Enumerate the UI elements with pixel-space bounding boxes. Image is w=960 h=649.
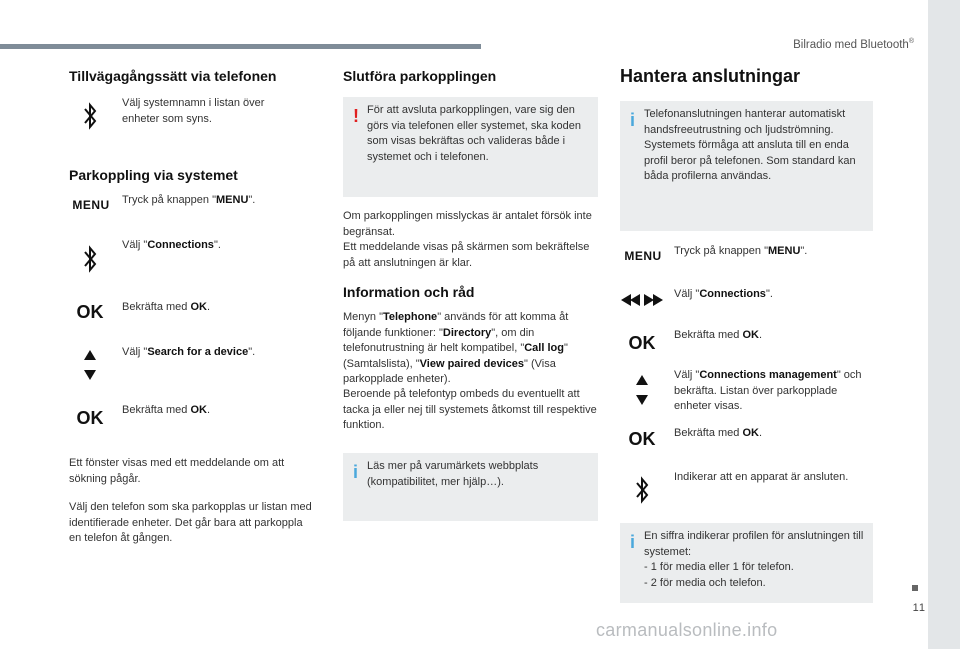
page-marker [912,585,918,591]
page-side-strip [928,0,960,649]
menu-button-icon: MENU [624,249,662,263]
info-icon: i [353,462,359,482]
step-device-connected: Indikerar att en apparat är ansluten. [674,471,849,483]
info-icon: i [630,110,636,130]
bluetooth-icon [78,100,102,132]
left-right-arrows-icon [620,290,664,310]
para-pairing-fail: Om parkopplingen misslyckas är antalet försök inte begränsat. [343,210,592,238]
step-select-search-device: Välj "Search for a device". [122,346,256,358]
page-header-title: Bilradio med Bluetooth® [793,38,914,51]
ok-button-icon: OK [76,407,104,428]
info-text-profiles: En siffra indikerar profilen för anslutningen till systemet: - 1 för media eller 1 för telefon. - 2 för media och telefon. [644,530,864,589]
step-press-menu: Tryck på knappen "MENU". [674,245,808,257]
top-accent-bar [0,44,481,49]
step-press-menu: Tryck på knappen "MENU". [122,194,256,206]
page-number: 11 [912,602,926,614]
menu-button-icon: MENU [72,198,110,212]
info-text-connections: Telefonanslutningen hanterar automatiskt handsfreeutrustning och ljudströmning. Systemets förmåga att ansluta till en enda profil beror på telefonen. Som standard kan båda profilerna användas. [644,108,856,182]
up-down-arrows-icon [80,348,100,382]
info-box [343,453,598,521]
bluetooth-icon [630,474,654,506]
step-select-connections: Välj "Connections". [674,288,773,300]
step-select-system-name: Välj systemnamn i listan över enheter som syns. [122,97,265,125]
step-confirm-ok-2: Bekräfta med OK. [674,427,763,439]
info-box-profiles [620,523,873,603]
warning-text: För att avsluta parkopplingen, vare sig den görs via telefonen eller systemet, ska koden som visas bekräftas och valideras både i systemet och i telefonen. [367,104,582,163]
ok-button-icon: OK [628,332,656,353]
bluetooth-icon [78,243,102,275]
ok-button-icon: OK [76,301,104,322]
ok-button-icon: OK [628,428,656,449]
para-search-in-progress: Ett fönster visas med ett meddelande om att sökning pågår. [69,457,285,485]
step-confirm-ok: Bekräfta med OK. [122,301,211,313]
para-phone-type: Beroende på telefontyp ombeds du eventuellt att tacka ja eller nej till systemets åtkomst till respektive funktion. [343,388,597,431]
info-text: Läs mer på varumärkets webbplats (kompatibilitet, mer hjälp…). [367,460,539,488]
info-box-connections [620,101,873,231]
warning-box [343,97,598,197]
step-confirm-ok: Bekräfta med OK. [674,329,763,341]
step-confirm-ok-2: Bekräfta med OK. [122,404,211,416]
heading-pairing-via-system: Parkoppling via systemet [69,167,238,183]
warning-icon: ! [353,106,359,126]
heading-manage-connections: Hantera anslutningar [620,66,801,86]
para-telephone-menu: Menyn "Telephone" används för att komma åt följande funktioner: "Directory", om din telefonutrustning är helt kompatibel, "Call log" (Samtalslista), "View paired devices" (Visa parkopplade enheter). [343,311,569,385]
heading-complete-pairing: Slutföra parkopplingen [343,68,497,84]
para-confirm-message: Ett meddelande visas på skärmen som bekräftelse på att anslutningen är klar. [343,241,590,269]
info-icon: i [630,532,636,552]
heading-pairing-via-phone: Tillvägagångssätt via telefonen [69,68,277,84]
step-connections-management: Välj "Connections management" och bekräfta. Listan över parkopplade enheter visas. [674,369,862,412]
up-down-arrows-icon [632,373,652,407]
para-select-phone: Välj den telefon som ska parkopplas ur listan med identifierade enheter. Det går bara att parkoppla en telefon åt gången. [69,501,312,544]
watermark: carmanualsonline.info [596,620,778,640]
step-select-connections: Välj "Connections". [122,239,221,251]
heading-info-advice: Information och råd [343,284,475,300]
